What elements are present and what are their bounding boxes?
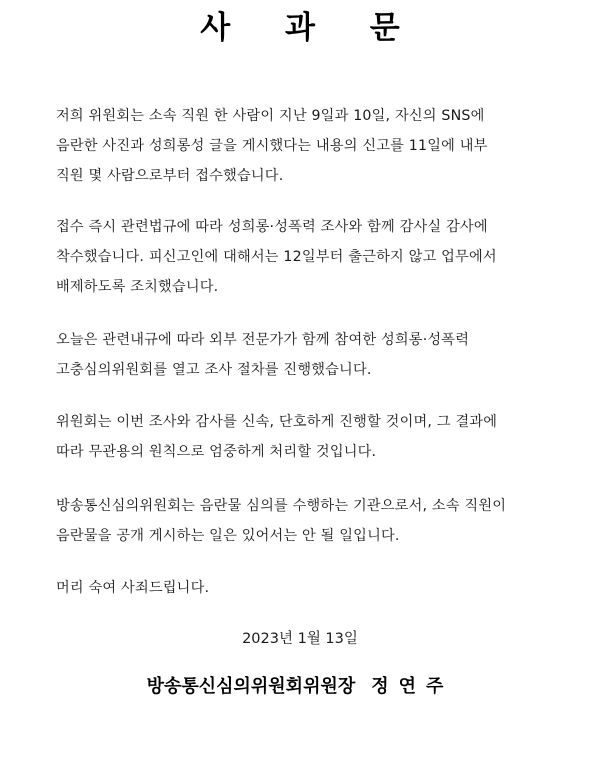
paragraph-line: 음란한 사진과 성희롱성 글을 게시했다는 내용의 신고를 11일에 내부 xyxy=(56,138,488,154)
paragraph-line: 고충심의위원회를 열고 조사 절차를 진행했습니다. xyxy=(56,362,372,378)
paragraph-committee-held xyxy=(56,325,556,385)
paragraph-line: 착수했습니다. 피신고인에 대해서는 12일부터 출근하지 않고 업무에서 xyxy=(56,249,497,265)
paragraph-institution-role xyxy=(56,491,556,551)
signature-name: 정연주 xyxy=(371,676,454,697)
paragraph-apology xyxy=(56,573,556,603)
signature-block xyxy=(0,672,600,698)
paragraph-line: 위원회는 이번 조사와 감사를 신속, 단호하게 진행할 것이며, 그 결과에 xyxy=(56,414,498,430)
paragraph-line: 직원 몇 사람으로부터 접수했습니다. xyxy=(56,168,284,184)
paragraph-investigation-started xyxy=(56,212,556,302)
paragraph-line: 배제하도록 조치했습니다. xyxy=(56,279,219,295)
signature-organization: 방송통신심의위원회위원장 xyxy=(146,676,356,697)
paragraph-zero-tolerance xyxy=(56,407,556,467)
document-title: 사 과 문 xyxy=(200,10,422,46)
paragraph-line: 저희 위원회는 소속 직원 한 사람이 지난 9일과 10일, 자신의 SNS에 xyxy=(56,108,485,124)
paragraph-line: 음란물을 공개 게시하는 일은 있어서는 안 될 일입니다. xyxy=(56,528,400,544)
paragraph-line: 방송통신심의위원회는 음란물 심의를 수행하는 기관으로서, 소속 직원이 xyxy=(56,498,507,514)
document-date: 2023년 1월 13일 xyxy=(242,631,358,647)
paragraph-report-received xyxy=(56,101,556,191)
paragraph-line: 따라 무관용의 원칙으로 엄중하게 처리할 것입니다. xyxy=(56,444,377,460)
paragraph-line: 오늘은 관련내규에 따라 외부 전문가가 함께 참여한 성희롱·성폭력 xyxy=(56,332,470,348)
paragraph-line: 접수 즉시 관련법규에 따라 성희롱·성폭력 조사와 함께 감사실 감사에 xyxy=(56,219,488,235)
paragraph-line: 머리 숙여 사죄드립니다. xyxy=(56,580,210,596)
